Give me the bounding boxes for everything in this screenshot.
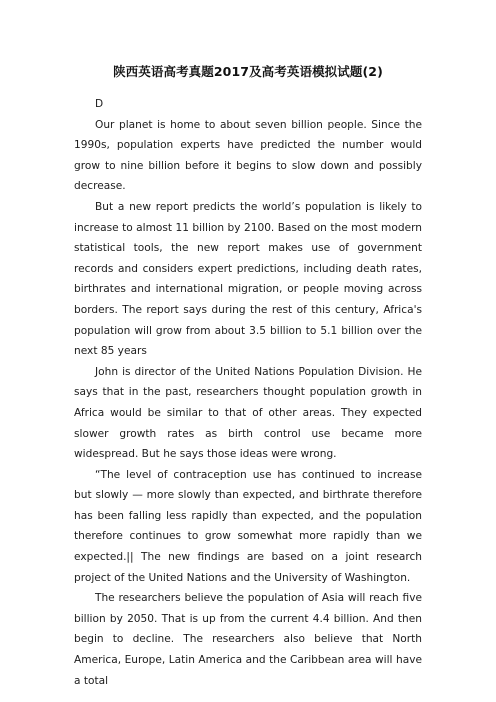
section-letter: D <box>95 98 104 110</box>
document-body <box>74 94 422 691</box>
paragraph-1: Our planet is home to about seven billion people. Since the 1990s, population experts have predicted the number would grow to nine billion before it begins to slow down and possibly decrease. <box>74 118 422 193</box>
paragraph-2: But a new report predicts the world’s population is likely to increase to almost 11 billion by 2100. Based on the most modern statistical tools, the new report makes use of government records and considers expert predictions, including death rates, birthrates and international migration, or people moving across borders. The report says during the rest of this century, Africa's population will grow from about 3.5 billion to 5.1 billion over the next 85 years <box>74 200 422 358</box>
document-title: 陕西英语高考真题2017及高考英语模拟试题(2) <box>113 64 383 79</box>
paragraph-4: “The level of contraception use has continued to increase but slowly — more slowly than expected, and birthrate therefore has been falling less rapidly than expected, and the population therefore continues to grow somewhat more rapidly than we expected.|| The new findings are based on a joint research project of the United Nations and the University of Washington. <box>74 468 422 584</box>
paragraph-3: John is director of the United Nations Population Division. He says that in the past, researchers thought population growth in Africa would be similar to that of other areas. They expected slower growth rates as birth control use became more widespread. But he says those ideas were wrong. <box>74 365 422 461</box>
paragraph-5: The researchers believe the population of Asia will reach five billion by 2050. That is up from the current 4.4 billion. And then begin to decline. The researchers also believe that North America, Europe, Latin America and the Caribbean area will have a total <box>74 592 422 687</box>
